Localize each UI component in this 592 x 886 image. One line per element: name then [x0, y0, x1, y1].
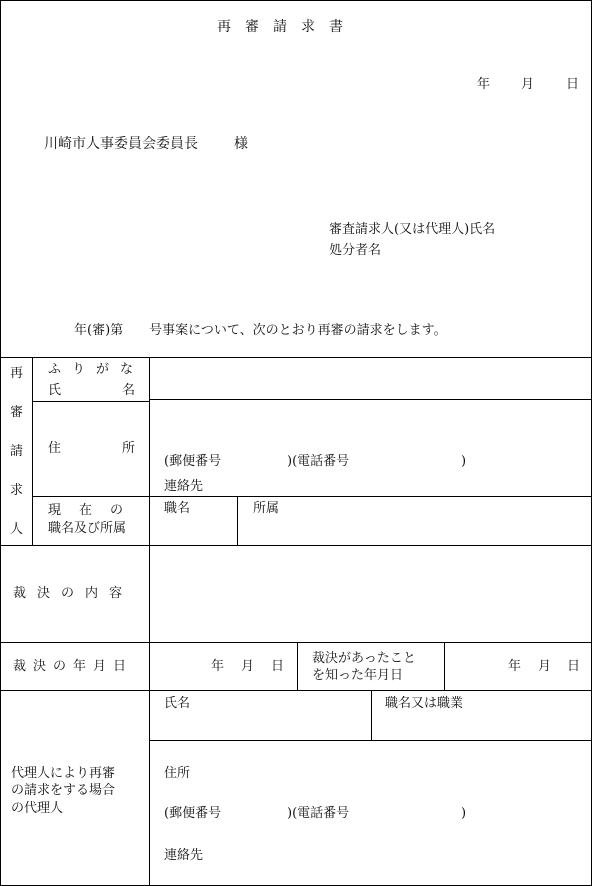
row-divider [1, 642, 591, 643]
agent-phone-number-label: )(電話番号 [287, 806, 350, 821]
row-divider [32, 401, 149, 402]
affiliation-label: 所属 [253, 501, 280, 516]
column-divider [297, 642, 298, 690]
agent-label-line1: 代理人により再審 [11, 766, 116, 781]
decision-day: 日 [271, 659, 285, 674]
column-divider [237, 496, 238, 545]
form-title: 再審請求書 [217, 19, 357, 35]
date-year-label: 年 [477, 77, 491, 92]
agent-postal-code-label: (郵便番号 [164, 806, 222, 821]
agent-occupation-label: 職名又は職業 [385, 696, 464, 711]
case-statement: 年(審)第 号事案について、次のとおり再審の請求をします。 [74, 323, 447, 338]
column-divider [32, 357, 33, 545]
furigana-label: ふりがな [48, 362, 145, 377]
agent-address-label: 住所 [164, 766, 191, 781]
address-label: 住 所 [48, 441, 135, 456]
applicant-name-label: 氏 名 [48, 383, 135, 398]
column-divider [371, 690, 372, 740]
known-year: 年 [508, 659, 522, 674]
decision-date-label: 裁決の年月日 [13, 659, 134, 674]
column-divider [444, 642, 445, 690]
respondent-name-label: 処分者名 [329, 243, 382, 258]
row-divider [149, 740, 591, 741]
decision-content-label: 裁決の内容 [13, 586, 134, 601]
decision-year: 年 [211, 659, 225, 674]
row-divider [1, 545, 591, 546]
agent-label-line3: の代理人 [11, 801, 64, 816]
position-label-line2: 職名及び所属 [48, 521, 127, 536]
agent-phone-close-paren: ) [461, 806, 467, 821]
row-divider [1, 690, 591, 691]
phone-close-paren: ) [461, 454, 467, 469]
agent-label-line2: の請求をする場合 [11, 783, 116, 798]
postal-code-label: (郵便番号 [164, 454, 222, 469]
date-month-label: 月 [521, 77, 535, 92]
applicant-vertical-label: 再 審 請 求 人 [9, 366, 23, 537]
decision-month: 月 [241, 659, 255, 674]
known-day: 日 [567, 659, 581, 674]
row-divider [32, 496, 591, 497]
requester-name-label: 審査請求人(又は代理人)氏名 [329, 222, 496, 237]
job-title-label: 職名 [164, 501, 191, 516]
contact-label: 連絡先 [164, 479, 204, 494]
known-month: 月 [538, 659, 552, 674]
honorific: 様 [234, 136, 248, 152]
agent-contact-label: 連絡先 [164, 848, 204, 863]
date-day-label: 日 [566, 77, 580, 92]
phone-number-label: )(電話番号 [287, 454, 350, 469]
row-divider [1, 357, 591, 358]
row-divider [149, 399, 591, 400]
position-label-line1: 現在の [48, 503, 142, 518]
column-divider [149, 357, 150, 885]
addressee: 川崎市人事委員会委員長 [44, 136, 198, 152]
known-date-label-line2: を知った年月日 [312, 668, 404, 683]
known-date-label-line1: 裁決があったこと [312, 651, 416, 666]
agent-name-label: 氏名 [164, 696, 191, 711]
